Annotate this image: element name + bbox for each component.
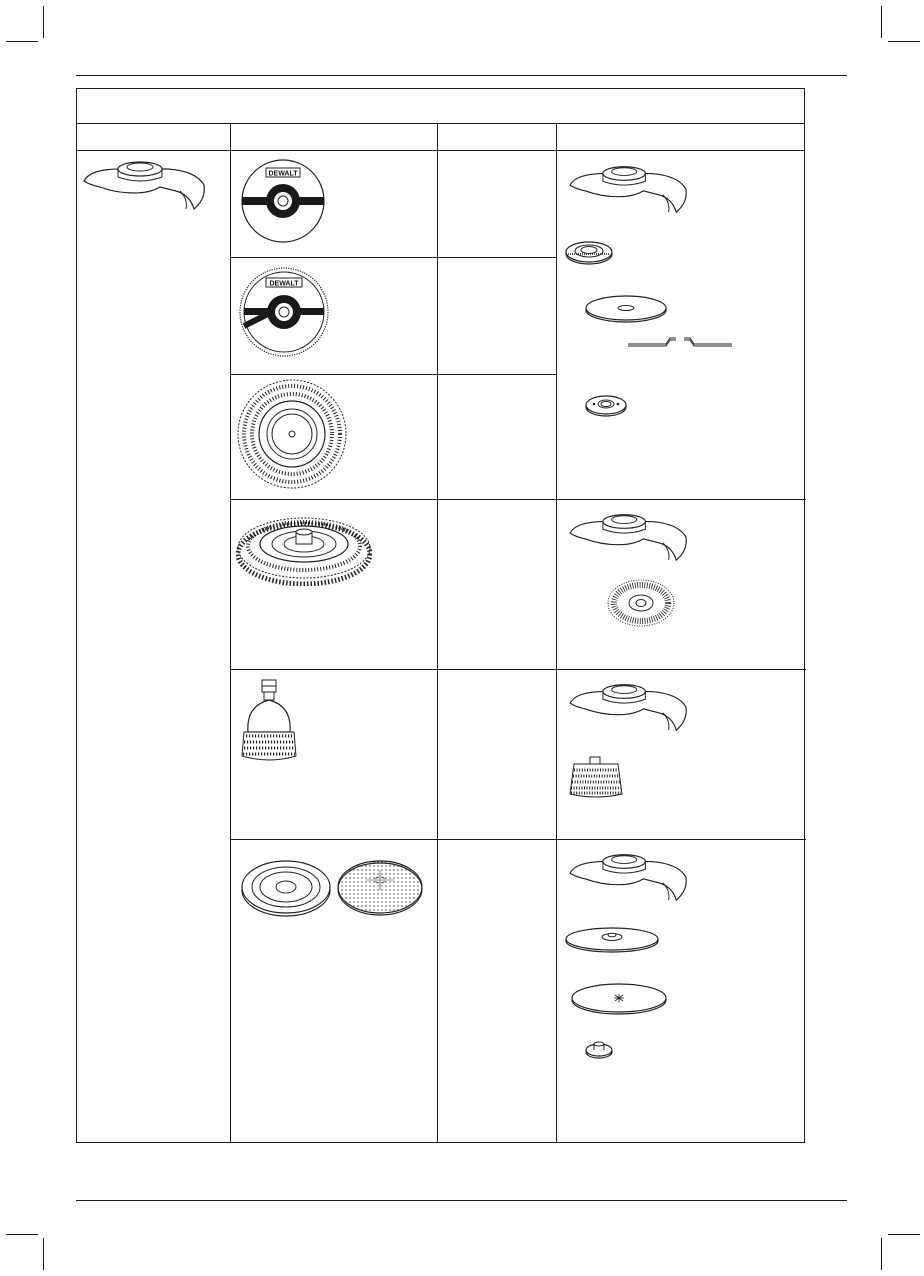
wheel-guard-icon	[566, 848, 690, 904]
header-cell	[231, 124, 438, 151]
column-divider	[437, 124, 438, 1143]
backing-pad-icon	[240, 856, 332, 918]
footer-rule	[76, 1200, 847, 1201]
wire-wheel-icon	[236, 510, 372, 586]
wheel-guard-icon	[566, 678, 690, 734]
crop-mark	[6, 41, 38, 42]
crop-mark	[43, 6, 44, 38]
clamp-nut-icon	[584, 1038, 614, 1060]
cup-brush-icon	[238, 678, 300, 766]
cutting-disc-icon	[240, 158, 326, 244]
header-cell	[77, 124, 231, 151]
svg-text:DEWALT: DEWALT	[269, 280, 299, 288]
accessory-table	[76, 88, 805, 1143]
cup-brush-icon	[568, 756, 624, 798]
table-header-row	[77, 124, 804, 151]
svg-text:DEWALT: DEWALT	[268, 170, 298, 178]
crop-mark	[43, 1238, 44, 1270]
backing-flange-icon	[564, 238, 614, 266]
wheel-guard-icon	[566, 508, 690, 564]
header-cell	[438, 124, 557, 151]
row-divider	[231, 669, 806, 670]
sanding-disc-icon	[336, 856, 424, 918]
table-title	[77, 89, 804, 124]
header-cell	[557, 124, 806, 151]
cutting-disc-icon	[584, 294, 668, 324]
crop-mark	[881, 6, 882, 38]
wire-wheel-icon	[236, 378, 348, 490]
cutting-disc-icon	[238, 266, 330, 358]
disc-profile-icon	[628, 336, 732, 348]
wire-wheel-icon	[606, 578, 676, 628]
crop-mark	[888, 41, 920, 42]
column-divider	[230, 124, 231, 1143]
column-divider	[556, 124, 557, 1143]
wheel-guard-icon	[80, 155, 208, 213]
crop-mark	[888, 1234, 920, 1235]
header-rule	[76, 75, 847, 76]
row-divider	[231, 257, 557, 258]
row-divider	[231, 374, 557, 375]
clamp-nut-icon	[584, 392, 628, 418]
sanding-disc-icon	[570, 982, 668, 1016]
crop-mark	[881, 1238, 882, 1270]
crop-mark	[6, 1234, 38, 1235]
backing-pad-icon	[564, 924, 660, 954]
wheel-guard-icon	[566, 160, 690, 216]
row-divider	[231, 499, 806, 500]
row-divider	[231, 839, 806, 840]
